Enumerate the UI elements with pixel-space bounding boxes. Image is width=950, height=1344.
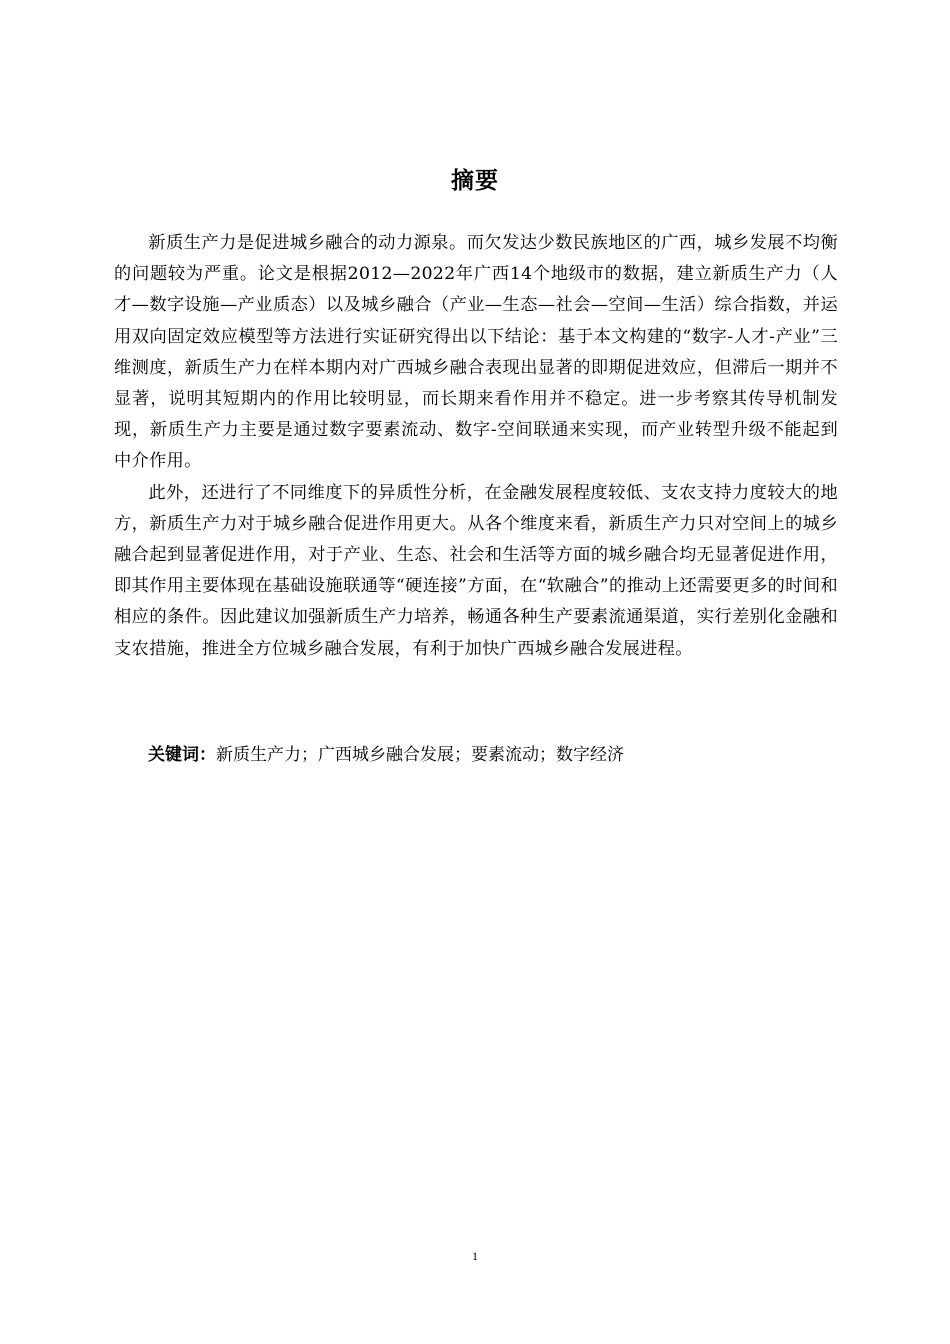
abstract-title: 摘要 — [451, 168, 499, 194]
keywords-label: 关键词： — [148, 745, 216, 765]
page-number: 1 — [472, 1249, 478, 1263]
abstract-body — [114, 228, 838, 665]
keywords-line — [148, 740, 624, 771]
abstract-paragraph-2: 此外，还进行了不同维度下的异质性分析，在金融发展程度较低、支农支持力度较大的地方，新质生产力对于城乡融合促进作用更大。从各个维度来看，新质生产力只对空间上的城乡融合起到显著促进作用，对于产业、生态、社会和生活等方面的城乡融合均无显著促进作用，即其作用主要体现在基础设施联通等“硬连接”方面，在“软融合”的推动上还需要更多的时间和相应的条件。因此建议加强新质生产力培养，畅通各种生产要素流通渠道，实行差别化金融和支农措施，推进全方位城乡融合发展，有利于加快广西城乡融合发展进程。 — [114, 482, 838, 659]
keywords-text: 新质生产力；广西城乡融合发展；要素流动；数字经济 — [216, 745, 624, 765]
abstract-paragraph-1: 新质生产力是促进城乡融合的动力源泉。而欠发达少数民族地区的广西，城乡发展不均衡的问题较为严重。论文是根据2012—2022年广西14个地级市的数据，建立新质生产力（人才—数字设施—产业质态）以及城乡融合（产业—生态—社会—空间—生活）综合指数，并运用双向固定效应模型等方法进行实证研究得出以下结论：基于本文构建的“数字-人才-产业”三维测度，新质生产力在样本期内对广西城乡融合表现出显著的即期促进效应，但滞后一期并不显著，说明其短期内的作用比较明显，而长期来看作用并不稳定。进一步考察其传导机制发现，新质生产力主要是通过数字要素流动、数字-空间联通来实现，而产业转型升级不能起到中介作用。 — [114, 233, 838, 472]
